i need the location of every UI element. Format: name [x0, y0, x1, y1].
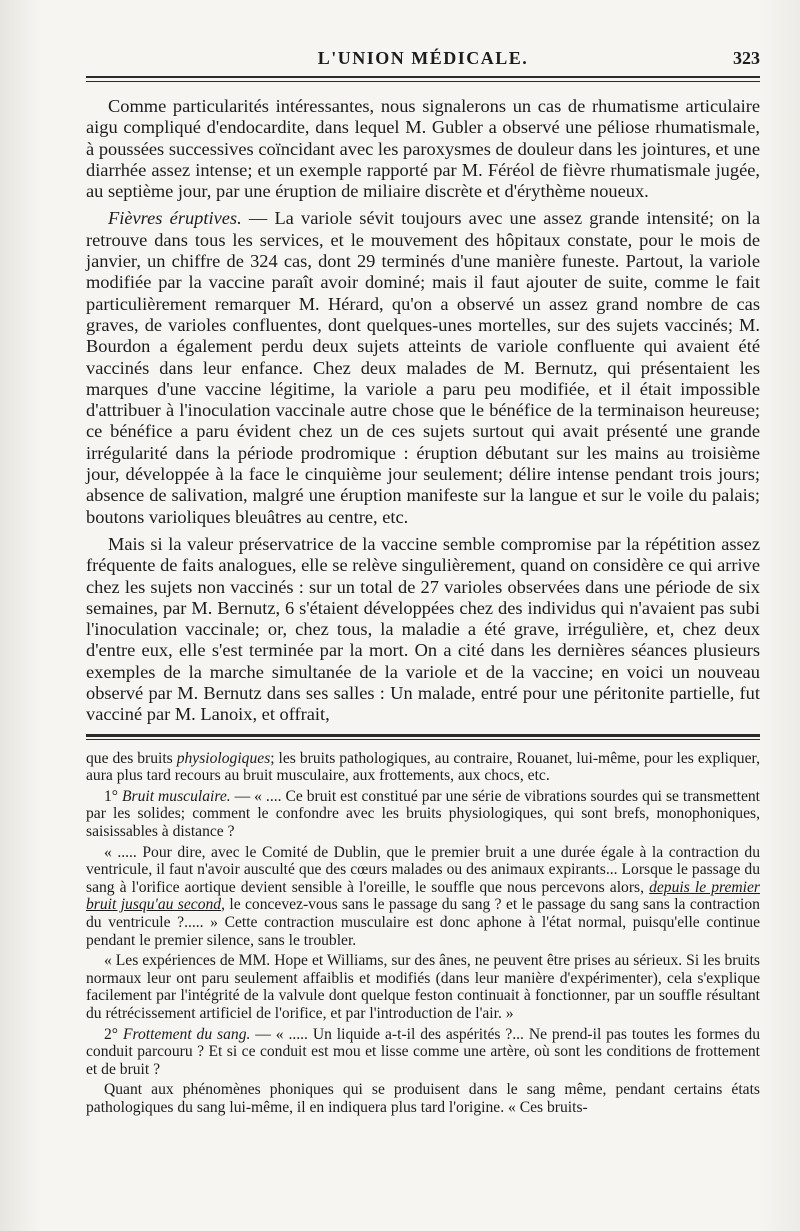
page-number: 323: [733, 48, 760, 68]
text: que des bruits: [86, 749, 177, 767]
subheading: Bruit musculaire.: [122, 787, 231, 805]
feuilleton-paragraph-experiences: « Les expériences de MM. Hope et Williams, sur des ânes, ne peuvent être prises au sérieux. Si les bruits normaux leur ont paru seulement affaiblis et modifiés (dans leur manière d'expérimenter), cela s'explique facilement par l'intégrité de la valvule dont quelque feston continuait à fonctionner, par un souffle résultant du rétrécissement artificiel de l'orifice, et par l'introduction de l'air. »: [86, 952, 760, 1022]
feuilleton-column: [86, 750, 760, 1117]
text: — « .... Ce bruit est constitué par une série de vibrations sourdes qui se transmettent par les solides; comment le confondre avec les bruits physiologiques, qui sont brefs, monophoniques, saisissables à distance ?: [86, 787, 760, 840]
journal-title: L'UNION MÉDICALE.: [317, 48, 529, 68]
text: — « ..... Un liquide a-t-il des aspérités ?... Ne prend-il pas toutes les formes du conduit parcouru ? Et si ce conduit est mou et lisse comme une artère, où sont les conditions de frottement et de bruit ?: [86, 1025, 760, 1078]
text: 1°: [104, 787, 122, 805]
emphasis: physiologiques: [176, 749, 271, 767]
section-heading-fievres-eruptives: Fièvres éruptives.: [108, 208, 242, 229]
feuilleton-paragraph-phenomenes: Quant aux phénomènes phoniques qui se produisent dans le sang même, pendant certains états pathologiques du sang lui-même, il en indiquera plus tard l'origine. « Ces bruits-: [86, 1081, 760, 1116]
feuilleton-paragraph-frottement: [86, 1026, 760, 1079]
feuilleton-divider: [86, 734, 760, 740]
text: « ..... Pour dire, avec le Comité de Dublin, que le premier bruit a une durée égale à la contraction du ventricule, il faut n'avoir ausculté que des cœurs malades ou des animaux expirants... Lorsque le passage du sang à l'orifice aortique devient sensible à l'oreille, le souffle que nous percevons alors,: [86, 843, 760, 896]
paragraph-vaccine: Mais si la valeur préservatrice de la vaccine semble compromise par la répétition assez fréquente de faits analogues, elle se relève singulièrement, quand on considère ce qui arrive chez les sujets non vaccinés : sur un total de 27 varioles observées dans une période de six semaines, par M. Bernutz, 6 s'étaient développées chez des individus qui n'avaient pas subi l'inoculation vaccinale; or, chez tous, la maladie a été grave, irrégulière, et, chez deux d'entre eux, elle s'est terminée par la mort. On a cité dans les dernières séances plusieurs exemples de la marche simultanée de la variole et de la vaccine; en voici un nouveau observé par M. Bernutz dans ses salles : Un malade, entré pour une péritonite partielle, fut vacciné par M. Lanoix, et offrait,: [86, 533, 760, 725]
feuilleton-paragraph-bruit-musculaire: [86, 788, 760, 841]
text: ; les bruits pathologiques, au contraire, Rouanet, lui-même, pour les expliquer, aura plus tard recours au bruit musculaire, aux frottements, aux chocs, etc.: [86, 749, 760, 785]
paragraph-text: — La variole sévit toujours avec une assez grande intensité; on la retrouve dans tous les services, et le mouvement des hôpitaux constate, pour le mois de janvier, un chiffre de 324 cas, dont 29 terminés d'une manière funeste. Partout, la variole modifiée par la vaccine paraît avoir dominé; mais il faut ajouter de suite, comme le fait particulièrement remarquer M. Hérard, qu'on a observé un assez grand nombre de cas graves, de varioles confluentes, dont quelques-unes mortelles, sur des sujets vaccinés; M. Bourdon a également perdu deux sujets atteints de variole confluente qui avaient été vaccinés dans leur enfance. Chez deux malades de M. Bernutz, qui présentaient les marques d'une vaccine légitime, la variole a paru peu modifiée, et il était impossible d'attribuer à l'inoculation vaccinale autre chose que le bénéfice de la terminaison heureuse; ce bénéfice a paru évident chez un de ces sujets surtout qui avait présenté une grande irrégularité dans la période prodromique : éruption débutant sur les mains au troisième jour, développée à la face le cinquième jour seulement; délire intense pendant trois jours; absence de salivation, malgré une éruption manifeste sur la langue et sur le voile du palais; boutons varioliques bleuâtres au centre, etc.: [86, 208, 760, 527]
feuilleton-paragraph-comite-dublin: [86, 844, 760, 950]
page-header: [86, 40, 760, 78]
paragraph-fievres-eruptives: [86, 208, 760, 527]
subheading: Frottement du sang.: [122, 1025, 251, 1043]
paragraph-rhumatisme: Comme particularités intéressantes, nous signalerons un cas de rhumatisme articulaire aigu compliqué d'endocardite, dans lequel M. Gubler a observé une péliose rhumatismale, à poussées successives coïncidant avec les paroxysmes de douleur dans les jointures, et une diarrhée assez intense; et un exemple rapporté par M. Féréol de fièvre rhumatismale jugée, au septième jour, par une éruption de miliaire discrète et d'érythème noueux.: [86, 96, 760, 202]
main-article: [86, 96, 760, 726]
text: 2°: [104, 1025, 123, 1043]
emphasis: depuis le premier bruit jusqu'au second: [86, 878, 760, 914]
text: , le concevez-vous sans le passage du sang ? et le passage du sang sans la contraction du ventricule ?..... » Cette contraction musculaire est donc aphone à l'état normal, puisqu'elle continue pendant le premier silence, sans le troubler.: [86, 896, 760, 949]
feuilleton-paragraph-1: [86, 750, 760, 785]
